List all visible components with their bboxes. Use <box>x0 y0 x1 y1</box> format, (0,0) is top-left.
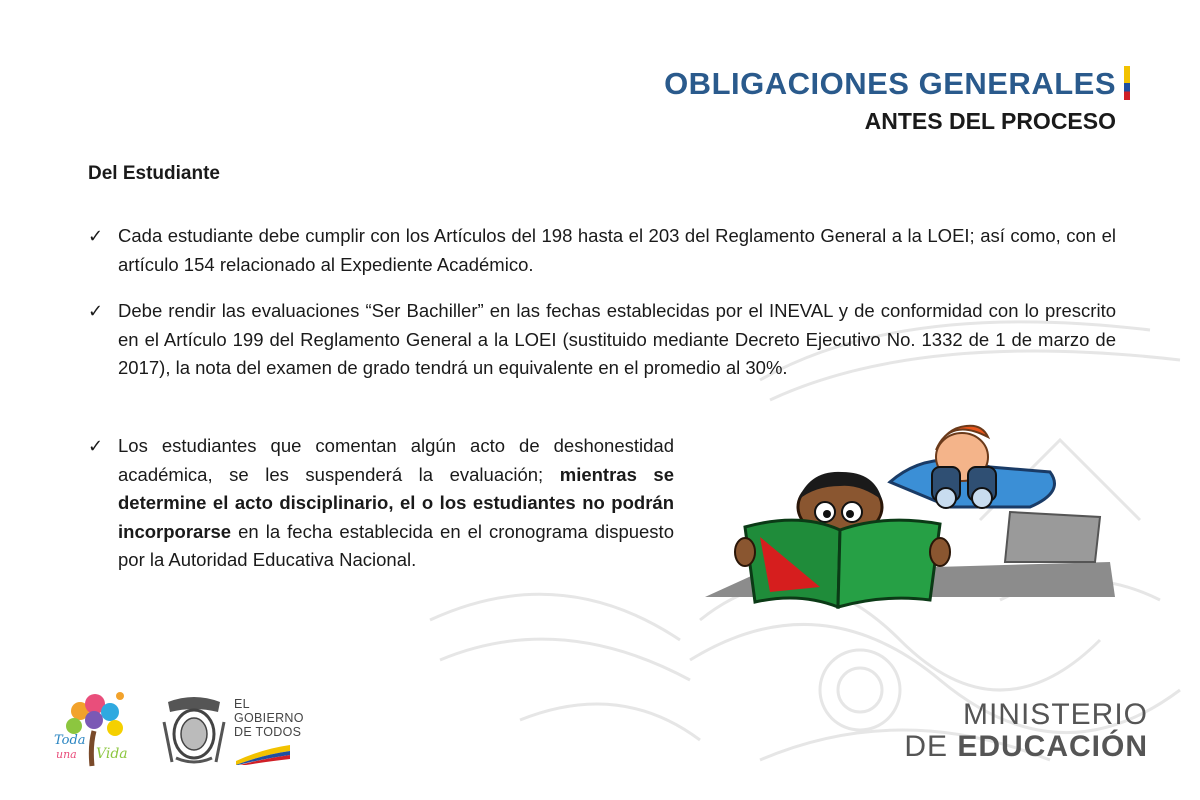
gobierno-line1: EL <box>234 697 250 711</box>
page-subtitle: ANTES DEL PROCESO <box>864 108 1116 134</box>
ministry-line1: MINISTERIO <box>962 698 1148 731</box>
bullet-text-part1: Los estudiantes que comentan algún acto de deshonestidad académica, se les suspenderá la evaluación; <box>118 435 674 485</box>
bullet-item <box>88 222 1116 279</box>
bullet-text: Debe rendir las evaluaciones “Ser Bachiller” en las fechas establecidas por el INEVAL y de conformidad con lo prescrito en el Artículo 199 del Reglamento General a la LOEI (sustituido mediante Decreto Ejecutivo No. 1332 de 1 de marzo de 2017), la nota del examen de grado tendrá un equivalente en el promedio al 30%. <box>118 300 1116 378</box>
toda-una-vida-logo <box>50 686 135 768</box>
bullet-text-bold: mientras se determine el acto disciplinario, el o los estudiantes no podrán incorporarse <box>118 463 674 542</box>
gobierno-line2: GOBIERNO <box>234 711 304 725</box>
bullet-text <box>118 432 674 575</box>
gobierno-ribbon <box>234 743 292 765</box>
header <box>664 66 1116 136</box>
section-heading: Del Estudiante <box>88 163 220 184</box>
ministry-line2 <box>904 731 1148 763</box>
gobierno-text <box>234 697 304 739</box>
page-title: OBLIGACIONES GENERALES <box>664 66 1116 101</box>
vida-text: Vida <box>96 746 128 762</box>
bullet-text: Cada estudiante debe cumplir con los Artículos del 198 hasta el 203 del Reglamento General a la LOEI; así como, con el artículo 154 relacionado al Expediente Académico. <box>118 225 1116 275</box>
ecuador-flag-bar <box>1124 66 1130 100</box>
gobierno-line3: DE TODOS <box>234 725 302 739</box>
ministry-line2-b: EDUCACIÓN <box>957 730 1148 763</box>
bullet-text-part2: en la fecha establecida en el cronograma dispuesto por la Autoridad Educativa Nacional. <box>118 520 674 570</box>
students-illustration <box>700 412 1120 612</box>
ministerio-educacion-logo <box>904 699 1148 763</box>
check-icon: ✓ <box>88 226 104 246</box>
coat-of-arms-seal <box>158 692 230 766</box>
bullet-item <box>88 297 1116 383</box>
una-text: una <box>56 748 77 761</box>
check-icon: ✓ <box>88 301 104 321</box>
check-icon: ✓ <box>88 436 104 456</box>
toda-text: Toda <box>54 733 86 748</box>
ministry-line2-a: DE <box>904 730 958 763</box>
bullet-item <box>88 432 674 575</box>
